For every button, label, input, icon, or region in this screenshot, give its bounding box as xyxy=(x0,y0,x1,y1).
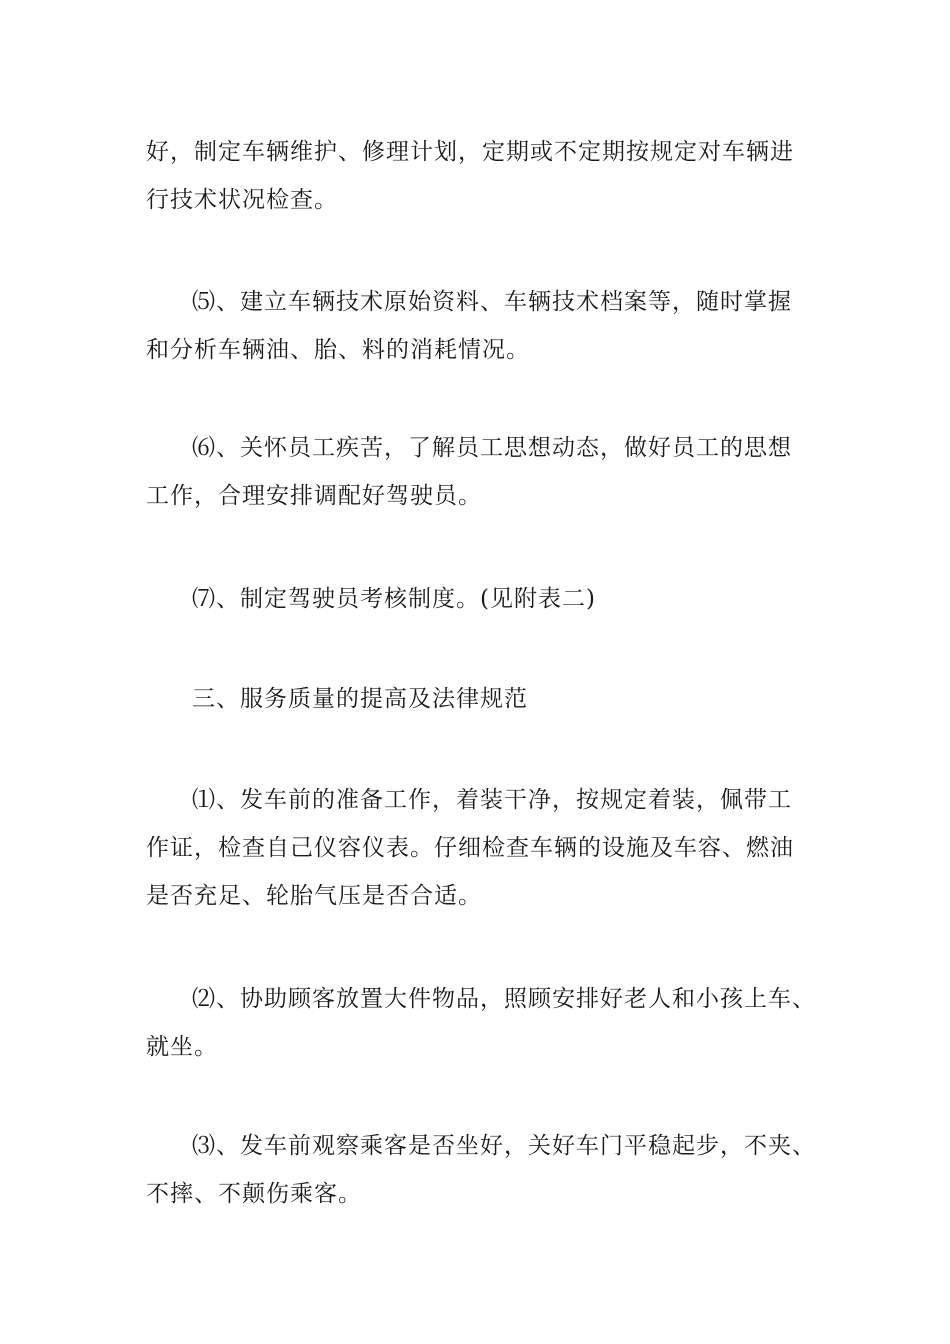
paragraph-line: 行技术状况检查。 xyxy=(146,187,338,213)
section-heading-3 xyxy=(146,675,826,723)
paragraph-line: ⑸、建立车辆技术原始资料、车辆技术档案等，随时掌握 xyxy=(192,289,792,315)
paragraph-item-5 xyxy=(146,278,826,374)
paragraph-line: ⑶、发车前观察乘客是否坐好，关好车门平稳起步，不夹、 xyxy=(192,1133,816,1159)
paragraph-item-2 xyxy=(146,975,826,1071)
paragraph-vehicle-maintenance-cont xyxy=(146,128,826,224)
paragraph-line: 就坐。 xyxy=(146,1034,218,1060)
paragraph-line: 不摔、不颠伤乘客。 xyxy=(146,1181,362,1207)
paragraph-item-7 xyxy=(146,575,826,623)
paragraph-item-1 xyxy=(146,776,826,920)
paragraph-line: 是否充足、轮胎气压是否合适。 xyxy=(146,883,482,909)
paragraph-line: ⑴、发车前的准备工作，着装干净，按规定着装，佩带工 xyxy=(192,787,792,813)
paragraph-line: 好，制定车辆维护、修理计划，定期或不定期按规定对车辆进 xyxy=(146,139,794,165)
paragraph-line: 工作，合理安排调配好驾驶员。 xyxy=(146,483,482,509)
section-heading-text: 三、服务质量的提高及法律规范 xyxy=(192,686,528,712)
paragraph-item-6 xyxy=(146,424,826,520)
paragraph-line: 作证，检查自己仪容仪表。仔细检查车辆的设施及车容、燃油 xyxy=(146,835,794,861)
paragraph-line: ⑺、制定驾驶员考核制度。(见附表二) xyxy=(192,586,596,612)
paragraph-line: ⑹、关怀员工疾苦，了解员工思想动态，做好员工的思想 xyxy=(192,435,792,461)
paragraph-line: 和分析车辆油、胎、料的消耗情况。 xyxy=(146,337,530,363)
paragraph-item-3 xyxy=(146,1122,826,1218)
paragraph-line: ⑵、协助顾客放置大件物品，照顾安排好老人和小孩上车、 xyxy=(192,986,816,1012)
